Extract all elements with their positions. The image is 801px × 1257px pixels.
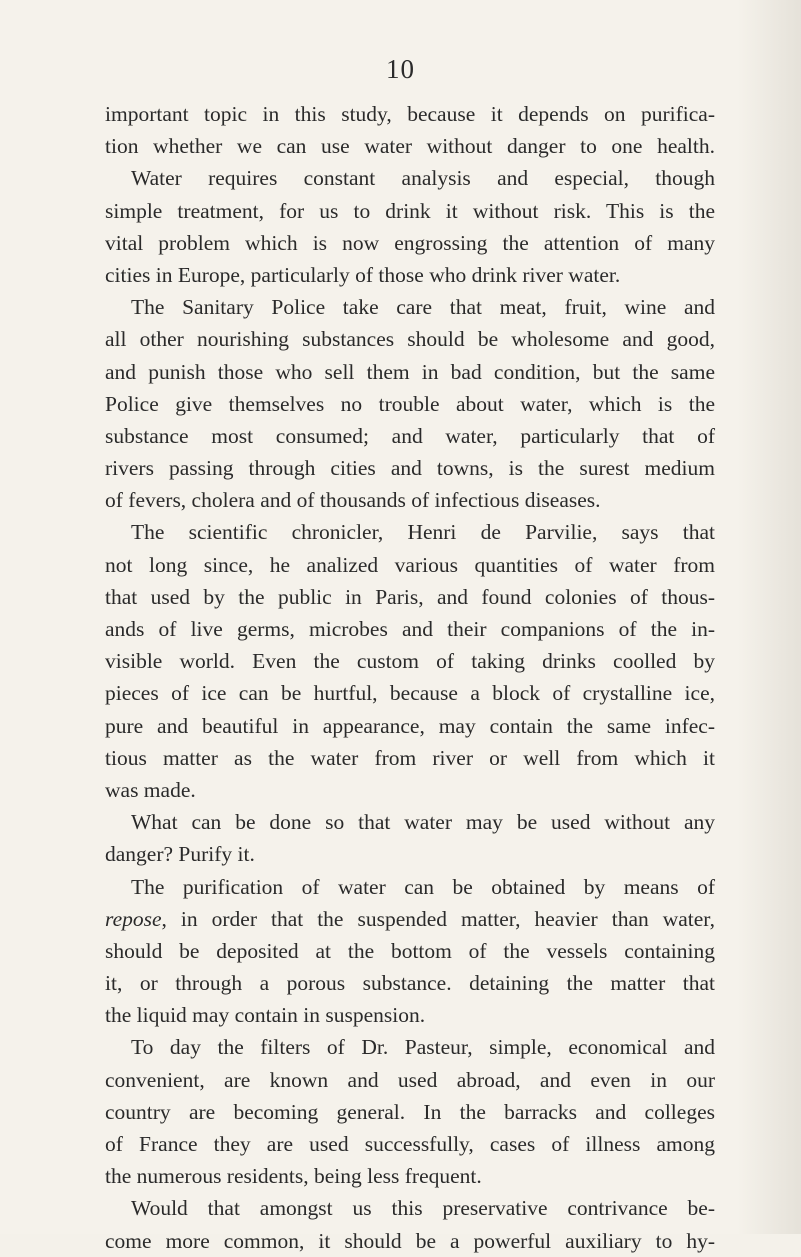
text-line: come more common, it should be a powerful auxiliary to hy-	[105, 1228, 715, 1253]
text-line: of fevers, cholera and of thousands of infectious diseases.	[105, 488, 601, 513]
body-text	[105, 98, 715, 1257]
text-line: To day the filters of Dr. Pasteur, simple, economical and	[131, 1035, 715, 1060]
text-line: The purification of water can be obtained by means of	[131, 874, 715, 899]
page-number: 10	[386, 54, 415, 84]
text-line: danger? Purify it.	[105, 842, 255, 867]
text-line: rivers passing through cities and towns, is the surest medium	[105, 456, 715, 481]
text-line: Police give themselves no trouble about water, which is the	[105, 391, 715, 416]
text-line: and punish those who sell them in bad condition, but the same	[105, 359, 715, 384]
italic-word: repose	[105, 906, 162, 931]
text-line: convenient, are known and used abroad, and even in our	[105, 1067, 715, 1092]
text-line: the liquid may contain in suspension.	[105, 1003, 426, 1028]
text-line: all other nourishing substances should be wholesome and good,	[105, 327, 715, 352]
text-line-segment: , in order that the suspended matter, heavier than water,	[161, 906, 715, 931]
text-line	[105, 903, 715, 935]
text-line: simple treatment, for us to drink it without risk. This is the	[105, 198, 715, 223]
text-line: ands of live germs, microbes and their companions of the in-	[105, 617, 715, 641]
text-line: not long since, he analized various quantities of water from	[105, 552, 715, 577]
text-line: country are becoming general. In the barracks and colleges	[105, 1099, 715, 1124]
text-line: that used by the public in Paris, and found colonies of thous-	[105, 584, 715, 609]
text-line: vital problem which is now engrossing the attention of many	[105, 230, 715, 255]
text-line: The Sanitary Police take care that meat, fruit, wine and	[131, 295, 715, 320]
text-line: important topic in this study, because it depends on purifica-	[105, 102, 715, 126]
text-line: pure and beautiful in appearance, may contain the same infec-	[105, 713, 715, 738]
text-line: The scientific chronicler, Henri de Parvilie, says that	[131, 520, 715, 545]
text-line: What can be done so that water may be used without any	[131, 810, 715, 835]
text-line: tious matter as the water from river or well from which it	[105, 745, 715, 770]
text-line: Water requires constant analysis and especial, though	[131, 166, 715, 191]
text-line: the numerous residents, being less frequent.	[105, 1164, 482, 1189]
text-line: of France they are used successfully, cases of illness among	[105, 1132, 715, 1156]
text-line: tion whether we can use water without danger to one health.	[105, 134, 715, 159]
text-line: it, or through a porous substance. detaining the matter that	[105, 971, 715, 996]
text-line: should be deposited at the bottom of the vessels containing	[105, 938, 715, 963]
text-line: pieces of ice can be hurtful, because a block of crystalline ice,	[105, 681, 715, 706]
text-line: visible world. Even the custom of taking drinks coolled by	[105, 649, 715, 674]
text-line: was made.	[105, 777, 196, 802]
text-line: Would that amongst us this preservative contrivance be-	[131, 1196, 715, 1221]
text-line: cities in Europe, particularly of those who drink river water.	[105, 262, 621, 287]
text-line: substance most consumed; and water, particularly that of	[105, 423, 715, 448]
